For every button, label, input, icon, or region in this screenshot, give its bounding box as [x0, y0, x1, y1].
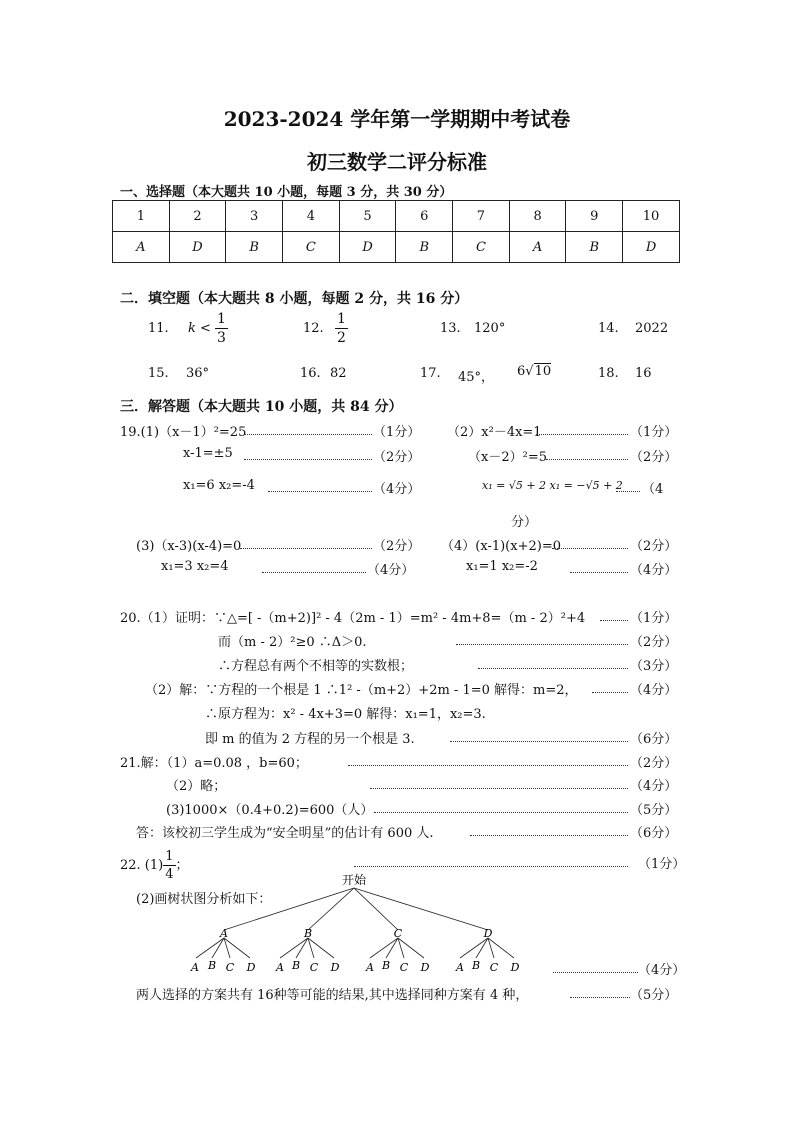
score: （4分）	[638, 963, 686, 978]
q20-line-1: 20.（1）证明：∵△=[ -（m+2)]² - 4（2m - 1）=m² - 4m+8=（m - 2）²+4	[120, 611, 586, 626]
leader-dots	[370, 788, 628, 789]
table-cell: 10	[623, 201, 680, 232]
q11-number: 11.	[148, 321, 169, 336]
q14-answer: 2022	[635, 321, 669, 336]
tree-leaf: C	[399, 961, 409, 974]
table-cell: 3	[226, 201, 283, 232]
table-cell: B	[396, 232, 453, 263]
table-cell: 4	[283, 201, 340, 232]
table-cell: B	[226, 232, 283, 263]
score: （4	[642, 482, 664, 497]
answer-table	[112, 200, 680, 263]
leader-dots	[616, 491, 640, 492]
tree-edges	[196, 888, 514, 958]
leader-dots	[374, 812, 628, 813]
tree-edge	[296, 938, 308, 958]
leader-dots	[262, 572, 366, 573]
leader-dots	[348, 765, 628, 766]
q21-line-1: 21.解：（1）a=0.08 ，b=60；	[120, 756, 308, 771]
tree-edge	[196, 938, 224, 958]
tree-node: A	[220, 927, 228, 940]
fraction-numerator: 1	[337, 311, 346, 327]
tree-edge	[398, 938, 424, 958]
score: （2分）	[630, 756, 678, 771]
tree-edge	[354, 888, 398, 930]
q18-number: 18.	[598, 366, 619, 381]
table-cell: A	[509, 232, 566, 263]
q19-line-1b: （2）x²－4x=1	[447, 425, 542, 440]
q22-fraction	[163, 850, 175, 881]
q16-number: 16.	[300, 366, 321, 381]
score: （1分）	[373, 425, 421, 440]
table-cell: 6	[396, 201, 453, 232]
leader-dots	[553, 972, 638, 973]
tree-root-label: 开始	[341, 873, 367, 887]
q22-prefix: 22. (1)	[120, 858, 164, 873]
tree-leaf: C	[489, 961, 499, 974]
q19-line-2b: （x－2）²=5	[468, 450, 547, 465]
tree-edge	[212, 938, 224, 958]
sqrt-sign: √	[525, 364, 534, 379]
score: （2分）	[630, 635, 678, 650]
tree-leaf: B	[291, 959, 301, 972]
leader-dots	[456, 644, 628, 645]
q13-number: 13.	[440, 321, 461, 336]
fraction-numerator: 1	[217, 311, 226, 327]
q15-number: 15.	[148, 366, 169, 381]
leader-dots	[244, 459, 372, 460]
leader-dots	[570, 572, 628, 573]
section-1-heading: 一、选择题（本大题共 10 小题，每题 3 分，共 30 分）	[120, 185, 453, 200]
q19-line-2a: x-1=±5	[183, 446, 233, 461]
q17-answer-a: 45°，	[458, 370, 495, 385]
q21-line-3: (3)1000×（0.4+0.2)=600（人）	[166, 803, 374, 818]
q13-answer: 120°	[474, 321, 506, 336]
leader-dots	[450, 741, 628, 742]
score: （1分）	[630, 611, 678, 626]
answer-table-numbers-row	[113, 201, 680, 232]
q21-line-4: 答：该校初三学生成为“安全明星”的估计有 600 人.	[136, 826, 434, 841]
tree-edge	[308, 938, 314, 958]
answer-table-letters-row	[113, 232, 680, 263]
tree-edge	[308, 888, 354, 930]
score: （3分）	[630, 659, 678, 674]
q17-coefficient: 6	[517, 364, 526, 379]
table-cell: D	[339, 232, 396, 263]
table-cell: 5	[339, 201, 396, 232]
score: （6分）	[630, 826, 678, 841]
leader-dots	[546, 459, 628, 460]
tree-edge	[488, 938, 494, 958]
q19-line-5b: x₁=1 x₂=-2	[466, 559, 538, 574]
score: （2分）	[373, 450, 421, 465]
fraction-denominator: 4	[165, 867, 174, 882]
fraction-numerator: 1	[165, 849, 174, 864]
tree-edge	[354, 888, 488, 930]
table-cell: 1	[113, 201, 170, 232]
table-cell: D	[169, 232, 226, 263]
q15-answer: 36°	[186, 366, 210, 381]
leader-dots	[470, 835, 628, 836]
q12-number: 12.	[303, 321, 324, 336]
leader-dots	[354, 866, 628, 867]
tree-edge	[224, 938, 250, 958]
q19-line-5a: x₁=3 x₂=4	[161, 559, 229, 574]
tree-leaf: C	[225, 961, 235, 974]
score: （2分）	[630, 450, 678, 465]
score-wrap: 分）	[511, 515, 538, 530]
table-cell: 7	[453, 201, 510, 232]
tree-edge	[224, 938, 230, 958]
tree-leaf: D	[330, 961, 340, 974]
tree-edge	[386, 938, 398, 958]
tree-leaf: A	[366, 961, 374, 974]
q17-radicand: 10	[534, 364, 552, 379]
q22-line-1	[120, 850, 189, 881]
q19-line-1a: 19.(1)（x－1）²=25	[120, 425, 247, 440]
tree-node: B	[303, 927, 313, 940]
tree-leaf: D	[510, 961, 520, 974]
table-cell: 9	[566, 201, 623, 232]
q18-answer: 16	[635, 366, 652, 381]
tree-leaf: B	[207, 959, 217, 972]
tree-leaf: D	[246, 961, 256, 974]
tree-leaf: B	[381, 959, 391, 972]
score: （6分）	[630, 732, 678, 747]
score: （4分）	[367, 563, 415, 578]
tree-leaf: D	[420, 961, 430, 974]
score: （2分）	[630, 539, 678, 554]
q22-line-2: (2)画树状图分析如下：	[136, 892, 272, 907]
table-cell: 8	[509, 201, 566, 232]
score: （5分）	[630, 988, 678, 1003]
tree-leaf: A	[456, 961, 464, 974]
q11-prefix: k <	[188, 321, 211, 336]
q19-line-3b: x₁ = √5 + 2 x₁ = −√5 + 2	[482, 479, 623, 492]
leader-dots	[570, 997, 630, 998]
q17-number: 17.	[420, 366, 441, 381]
leader-dots	[244, 434, 372, 435]
tree-edge	[398, 938, 404, 958]
q19-line-4b: （4）(x-1)(x+2)=0	[441, 539, 561, 554]
score: （4分）	[630, 779, 678, 794]
score: （4分）	[373, 482, 421, 497]
table-cell: A	[113, 232, 170, 263]
leader-dots	[268, 491, 372, 492]
q14-number: 14.	[598, 321, 619, 336]
q22-suffix: ；	[175, 858, 189, 873]
leader-dots	[478, 668, 628, 669]
tree-diagram	[180, 870, 540, 980]
tree-node: D	[483, 927, 493, 940]
tree-leaf: C	[309, 961, 319, 974]
tree-edge	[280, 938, 308, 958]
q20-line-4: （2）解：∵方程的一个根是 1 ∴1² -（m+2）+2m - 1=0 解得：m=2，	[145, 683, 578, 698]
section-2-heading: 二．填空题（本大题共 8 小题，每题 2 分，共 16 分）	[120, 291, 469, 307]
score: （1分）	[638, 857, 686, 872]
q22-line-3: 两人选择的方案共有 16种等可能的结果,其中选择同种方案有 4 种，	[136, 988, 529, 1003]
q11-fraction	[215, 312, 228, 345]
q19-line-3a: x₁=6 x₂=-4	[183, 478, 255, 493]
score: （2分）	[373, 539, 421, 554]
leader-dots	[592, 692, 628, 693]
q17-answer-b	[517, 364, 551, 379]
tree-leaf: A	[276, 961, 284, 974]
fraction-denominator: 2	[337, 330, 346, 346]
document-title: 2023-2024 学年第一学期期中考试卷	[223, 107, 571, 131]
q20-line-5: ∴原方程为：x² - 4x+3=0 解得：x₁=1，x₂=3.	[205, 707, 486, 722]
document-subtitle: 初三数学二评分标准	[307, 150, 487, 174]
tree-edge	[370, 938, 398, 958]
tree-edge	[476, 938, 488, 958]
q11-answer	[188, 312, 228, 345]
table-cell: D	[623, 232, 680, 263]
tree-leaf: A	[191, 961, 199, 974]
q20-line-2: 而（m - 2）²≥0 ∴Δ＞0.	[218, 635, 367, 650]
q21-line-2: （2）略；	[166, 779, 227, 794]
leader-dots	[552, 548, 628, 549]
table-cell: B	[566, 232, 623, 263]
q16-answer: 82	[330, 366, 347, 381]
table-cell: C	[283, 232, 340, 263]
leader-dots	[240, 548, 372, 549]
leader-dots	[600, 620, 628, 621]
q19-line-4a: (3)（x-3)(x-4)=0	[136, 539, 242, 554]
q12-fraction	[335, 312, 348, 345]
tree-leaf: B	[471, 959, 481, 972]
leader-dots	[536, 434, 628, 435]
tree-node: C	[393, 927, 403, 940]
tree-edge	[224, 888, 354, 930]
tree-edge	[460, 938, 488, 958]
table-cell: C	[453, 232, 510, 263]
tree-edge	[308, 938, 334, 958]
q20-line-3: ∴方程总有两个不相等的实数根；	[218, 659, 414, 674]
q20-line-6: 即 m 的值为 2 方程的另一个根是 3.	[205, 732, 415, 747]
table-cell: 2	[169, 201, 226, 232]
score: （1分）	[630, 425, 678, 440]
fraction-denominator: 3	[217, 330, 226, 346]
score: （5分）	[630, 803, 678, 818]
section-3-heading: 三．解答题（本大题共 10 小题，共 84 分）	[120, 399, 403, 415]
q12-answer	[335, 312, 348, 345]
score: （4分）	[630, 563, 678, 578]
tree-edge	[488, 938, 514, 958]
score: （4分）	[630, 683, 678, 698]
